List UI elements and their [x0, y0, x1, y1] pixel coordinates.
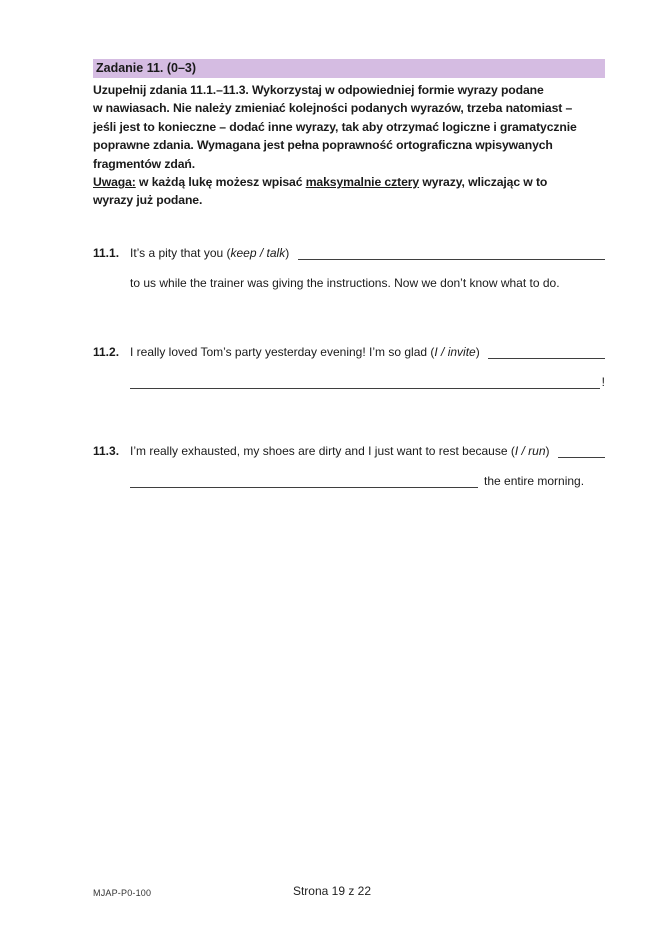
note-text: wyrazy, wliczając w to — [419, 175, 548, 190]
question-line-1 — [93, 343, 605, 361]
question-text: ! — [601, 374, 605, 389]
question-line-1 — [93, 244, 605, 262]
question-line-1 — [93, 442, 605, 460]
question-11-3 — [93, 442, 605, 490]
prompt-words-italic: I / run — [514, 443, 546, 458]
question-text: I really loved Tom’s party yesterday evening! I’m so glad (I / invite) — [130, 344, 484, 359]
footer-document-code: MJAP-P0-100 — [93, 888, 152, 898]
question-11-1 — [93, 244, 605, 292]
answer-blank — [488, 345, 605, 359]
answer-blank — [130, 474, 478, 488]
question-line-2 — [93, 373, 605, 391]
question-text: to us while the trainer was giving the instructions. Now we don’t know what to do. — [130, 275, 560, 290]
note-line-2: wyrazy już podane. — [93, 193, 203, 208]
instruction-line: w nawiasach. Nie należy zmieniać kolejności podanych wyrazów, trzeba natomiast – — [93, 101, 573, 116]
answer-blank — [558, 444, 605, 458]
page-content — [93, 0, 605, 490]
prompt-words-italic: keep / talk — [230, 245, 286, 260]
note-text: w każdą lukę możesz wpisać — [135, 175, 306, 190]
task-title: Zadanie 11. (0–3) — [96, 61, 197, 75]
footer-page-number: Strona 19 z 22 — [292, 884, 372, 898]
page-footer — [0, 884, 664, 904]
question-line-2 — [93, 472, 605, 490]
task-header-band — [93, 59, 605, 78]
answer-blank — [298, 246, 605, 260]
instruction-line: fragmentów zdań. — [93, 156, 195, 171]
question-text: I’m really exhausted, my shoes are dirty and I just want to rest because (I / run) — [130, 443, 553, 458]
note-underlined-phrase: maksymalnie cztery — [305, 175, 420, 190]
question-number: 11.3. — [93, 443, 120, 458]
task-instructions — [93, 81, 605, 210]
question-number: 11.1. — [93, 245, 120, 260]
prompt-words-italic: I / invite — [434, 344, 476, 359]
question-text: the entire morning. — [484, 473, 585, 488]
instruction-line: poprawne zdania. Wymagana jest pełna poprawność ortograficzna wpisywanych — [93, 138, 553, 153]
question-line-2 — [93, 274, 605, 292]
instruction-line: Uzupełnij zdania 11.1.–11.3. Wykorzystaj w odpowiedniej formie wyrazy podane — [93, 83, 544, 97]
answer-blank — [130, 375, 600, 389]
question-text: It’s a pity that you (keep / talk) — [130, 245, 293, 260]
instruction-line: jeśli jest to konieczne – dodać inne wyrazy, tak aby otrzymać logiczne i gramatycznie — [93, 119, 577, 134]
note-label: Uwaga: — [93, 175, 136, 190]
question-number: 11.2. — [93, 344, 120, 359]
question-11-2 — [93, 343, 605, 391]
note-line — [93, 173, 605, 191]
